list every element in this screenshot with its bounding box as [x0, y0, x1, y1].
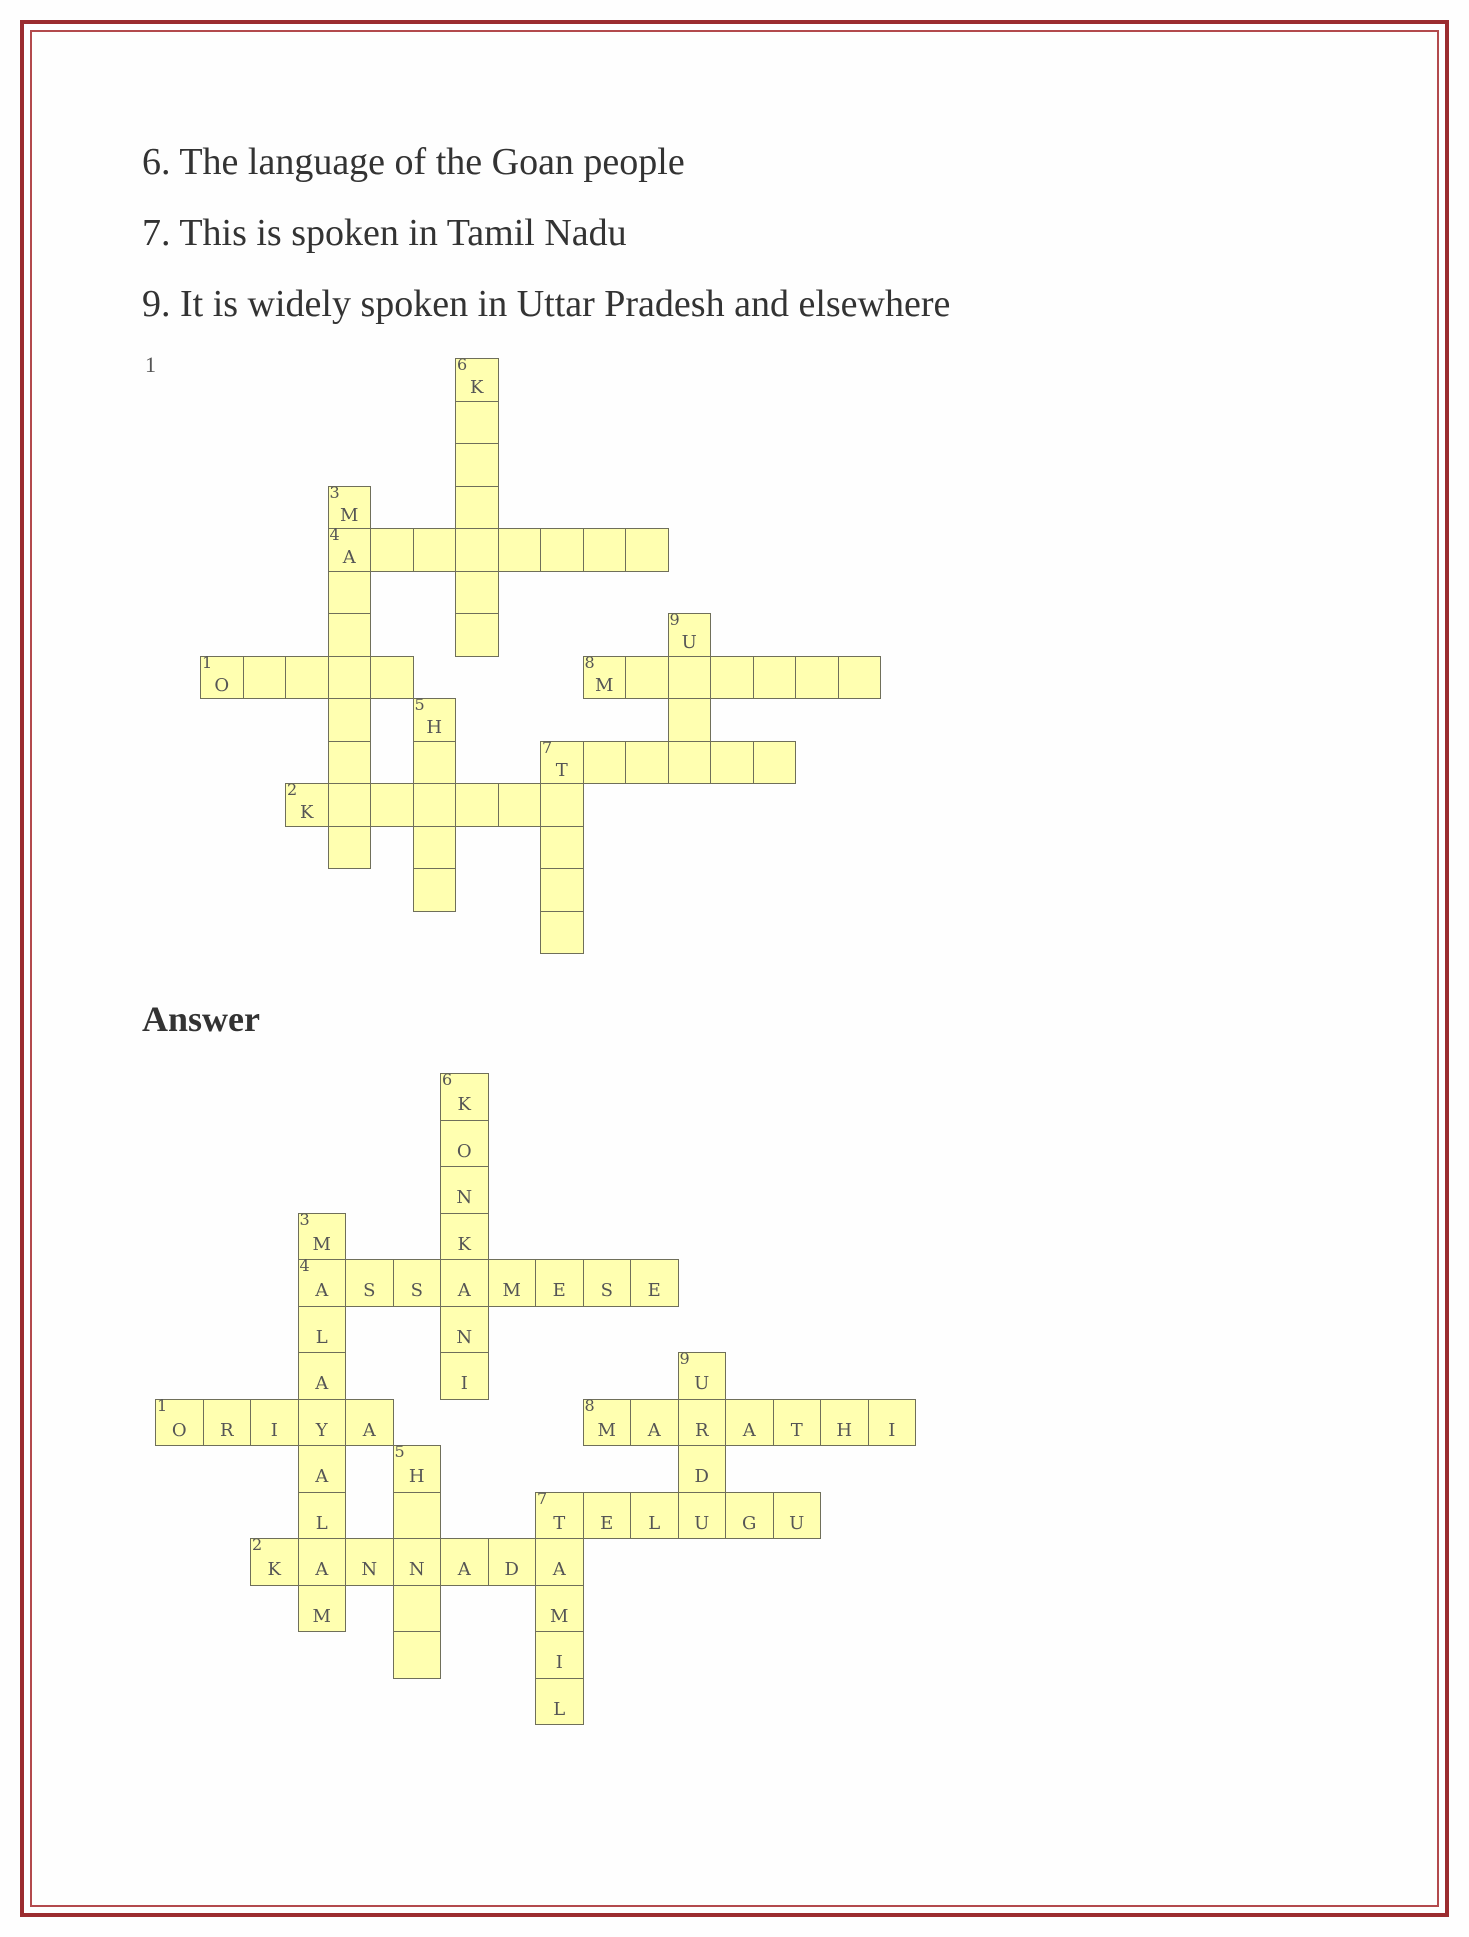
- grid-cell: [583, 528, 627, 572]
- grid-cell: [455, 486, 499, 530]
- clue-number: 5: [414, 695, 425, 714]
- grid-cell: [413, 528, 457, 572]
- cell-letter: Y: [315, 1419, 328, 1441]
- clue-number: 6: [442, 1070, 453, 1089]
- grid-cell: [298, 1492, 347, 1540]
- grid-cell: [753, 741, 797, 785]
- grid-cell: [413, 741, 457, 785]
- grid-cell: [250, 1535, 299, 1586]
- grid-cell: [668, 656, 712, 700]
- cell-letter: S: [600, 1280, 613, 1301]
- clue-number: 9: [669, 610, 680, 629]
- cell-letter: O: [214, 674, 230, 696]
- cell-letter: A: [315, 1466, 329, 1487]
- cell-letter: R: [219, 1419, 234, 1441]
- cell-letter: A: [742, 1419, 756, 1441]
- grid-cell: [345, 1538, 394, 1586]
- grid-cell: [440, 1070, 489, 1121]
- clue-6: 6. The language of the Goan people: [142, 141, 685, 183]
- cell-letter: U: [694, 1512, 710, 1534]
- grid-cell: [625, 741, 669, 785]
- cell-letter: A: [362, 1419, 376, 1441]
- clue-number: 6: [457, 355, 468, 374]
- clue-number: 3: [329, 482, 340, 502]
- cell-letter: A: [315, 1280, 329, 1301]
- grid-cell: [540, 911, 584, 955]
- grid-cell: [345, 1259, 394, 1307]
- grid-cell: [535, 1488, 584, 1540]
- grid-cell: [630, 1492, 679, 1540]
- cell-letter: M: [550, 1605, 569, 1627]
- grid-cell: [498, 528, 542, 572]
- cell-letter: H: [408, 1466, 425, 1487]
- clue-number: 8: [584, 652, 595, 672]
- grid-cell: [328, 482, 372, 530]
- grid-cell: [678, 1492, 727, 1540]
- answer-heading: Answer: [142, 999, 260, 1039]
- grid-cell: [200, 652, 244, 700]
- cell-letter: M: [340, 504, 359, 526]
- grid-cell: [328, 571, 372, 615]
- cell-letter: T: [555, 759, 568, 781]
- grid-cell: [668, 698, 712, 742]
- grid-cell: [535, 1631, 584, 1679]
- grid-cell: [155, 1395, 204, 1447]
- grid-cell: [328, 613, 372, 657]
- grid-cell: [753, 656, 797, 700]
- clue-number: 4: [329, 525, 340, 544]
- grid-cell: [413, 826, 457, 870]
- grid-cell: [285, 656, 329, 700]
- cell-letter: O: [171, 1419, 187, 1441]
- grid-cell: [710, 656, 754, 700]
- clue-number: 4: [299, 1256, 310, 1275]
- cell-letter: K: [300, 802, 314, 823]
- grid-cell: [868, 1399, 917, 1447]
- grid-cell: [393, 1538, 442, 1586]
- grid-cell: [328, 783, 372, 827]
- grid-cell: [820, 1399, 869, 1447]
- clue-7: 7. This is spoken in Tamil Nadu: [142, 212, 627, 254]
- cell-letter: L: [315, 1326, 328, 1348]
- clue-number: 3: [299, 1209, 310, 1229]
- grid-cell: [455, 571, 499, 615]
- cell-letter: D: [694, 1466, 709, 1487]
- grid-cell: [838, 656, 882, 700]
- grid-cell: [498, 783, 542, 827]
- grid-cell: [540, 826, 584, 870]
- grid-cell: [393, 1492, 442, 1540]
- clue-number: 2: [252, 1535, 263, 1554]
- grid-cell: [583, 1395, 632, 1447]
- grid-cell: [370, 656, 414, 700]
- clue-number: 1: [157, 1395, 168, 1415]
- cell-letter: L: [553, 1698, 566, 1720]
- clue-number: 9: [679, 1349, 690, 1368]
- grid-cell: [540, 737, 584, 785]
- grid-cell: [328, 826, 372, 870]
- grid-cell: [535, 1585, 584, 1633]
- cell-letter: D: [504, 1559, 519, 1580]
- cell-letter: S: [410, 1280, 423, 1301]
- grid-cell: [413, 868, 457, 912]
- clue-9: 9. It is widely spoken in Uttar Pradesh and elsewhere: [142, 283, 951, 325]
- cell-letter: A: [647, 1419, 661, 1441]
- grid-cell: [455, 528, 499, 572]
- grid-cell: [630, 1259, 679, 1307]
- cell-letter: T: [553, 1512, 566, 1534]
- clue-number: 2: [287, 780, 298, 799]
- grid-cell: [370, 528, 414, 572]
- grid-cell: [440, 1259, 489, 1307]
- grid-cell: [298, 1538, 347, 1586]
- grid-cell: [298, 1445, 347, 1493]
- cell-letter: L: [648, 1512, 661, 1534]
- cell-letter: M: [312, 1605, 331, 1627]
- clue-number: 7: [542, 737, 553, 757]
- cell-letter: A: [552, 1559, 566, 1580]
- grid-cell: [455, 613, 499, 657]
- grid-cell: [583, 1259, 632, 1307]
- grid-cell: [393, 1442, 442, 1493]
- clue-number: 7: [537, 1488, 548, 1508]
- cell-letter: H: [836, 1419, 853, 1441]
- grid-cell: [285, 780, 329, 827]
- cell-letter: E: [600, 1512, 614, 1534]
- cell-letter: I: [888, 1419, 896, 1441]
- grid-cell: [328, 656, 372, 700]
- cell-letter: G: [742, 1512, 757, 1534]
- cell-letter: K: [267, 1559, 281, 1580]
- grid-cell: [540, 528, 584, 572]
- grid-cell: [298, 1585, 347, 1633]
- grid-cell: [625, 656, 669, 700]
- cell-letter: I: [555, 1652, 563, 1673]
- grid-cell: [393, 1585, 442, 1633]
- grid-cell: [455, 783, 499, 827]
- grid-cell: [540, 783, 584, 827]
- grid-cell: [393, 1631, 442, 1679]
- cell-letter: T: [790, 1419, 803, 1441]
- grid-cell: [795, 656, 839, 700]
- cell-letter: S: [363, 1280, 376, 1301]
- grid-cell: [345, 1399, 394, 1447]
- cell-letter: U: [694, 1373, 710, 1394]
- cell-letter: M: [502, 1280, 521, 1301]
- cell-letter: N: [361, 1559, 378, 1580]
- cell-letter: A: [457, 1280, 471, 1301]
- cell-letter: O: [456, 1140, 472, 1162]
- grid-cell: [440, 1120, 489, 1168]
- grid-cell: [535, 1259, 584, 1307]
- grid-cell: [488, 1538, 537, 1586]
- cell-letter: L: [315, 1512, 328, 1534]
- grid-cell: [328, 698, 372, 742]
- cell-letter: A: [315, 1559, 329, 1580]
- clue-number: 1: [202, 652, 213, 672]
- cell-letter: U: [789, 1512, 805, 1534]
- grid-cell: [298, 1399, 347, 1447]
- grid-cell: [328, 525, 372, 572]
- cell-letter: M: [597, 1419, 616, 1441]
- grid-cell: [440, 1306, 489, 1354]
- grid-cell: [540, 868, 584, 912]
- grid-cell: [298, 1306, 347, 1354]
- grid-cell: [583, 741, 627, 785]
- cell-letter: A: [315, 1373, 329, 1394]
- grid-cell: [440, 1213, 489, 1261]
- cell-letter: U: [681, 632, 697, 653]
- grid-cell: [535, 1678, 584, 1726]
- grid-cell: [725, 1492, 774, 1540]
- clue-number: 8: [584, 1395, 595, 1415]
- grid-cell: [393, 1259, 442, 1307]
- grid-cell: [440, 1538, 489, 1586]
- grid-cell: [488, 1259, 537, 1307]
- cell-letter: I: [270, 1419, 278, 1441]
- grid-cell: [370, 783, 414, 827]
- grid-cell: [583, 652, 627, 700]
- cell-letter: N: [456, 1326, 473, 1348]
- grid-cell: [668, 741, 712, 785]
- cell-letter: K: [470, 377, 484, 398]
- grid-cell: [710, 741, 754, 785]
- grid-cell: [678, 1399, 727, 1447]
- cell-letter: R: [694, 1419, 709, 1441]
- cell-letter: A: [342, 547, 356, 568]
- cell-letter: E: [552, 1280, 566, 1301]
- cell-letter: M: [595, 674, 614, 696]
- grid-cell: [535, 1538, 584, 1586]
- grid-cell: [455, 443, 499, 487]
- grid-cell: [203, 1399, 252, 1447]
- clue-number: 5: [394, 1442, 405, 1461]
- grid-cell: [678, 1349, 727, 1400]
- cell-letter: I: [460, 1373, 468, 1394]
- stray-mark: 1: [145, 352, 156, 377]
- grid-cell: [440, 1352, 489, 1400]
- cell-letter: A: [457, 1559, 471, 1580]
- grid-cell: [413, 783, 457, 827]
- cell-letter: M: [312, 1233, 331, 1255]
- grid-cell: [455, 355, 499, 402]
- grid-cell: [455, 401, 499, 445]
- cell-letter: E: [647, 1280, 661, 1301]
- grid-cell: [773, 1399, 822, 1447]
- grid-cell: [298, 1209, 347, 1261]
- cell-letter: K: [457, 1094, 471, 1115]
- grid-cell: [773, 1492, 822, 1540]
- grid-cell: [298, 1256, 347, 1307]
- grid-cell: [243, 656, 287, 700]
- grid-cell: [625, 528, 669, 572]
- cell-letter: N: [408, 1559, 425, 1580]
- grid-cell: [725, 1399, 774, 1447]
- grid-cell: [440, 1166, 489, 1214]
- grid-cell: [328, 741, 372, 785]
- grid-cell: [413, 695, 457, 742]
- grid-cell: [678, 1445, 727, 1493]
- grid-cell: [250, 1399, 299, 1447]
- cell-letter: N: [456, 1187, 473, 1208]
- grid-cell: [668, 610, 712, 657]
- grid-cell: [298, 1352, 347, 1400]
- grid-cell: [583, 1492, 632, 1540]
- cell-letter: K: [457, 1233, 471, 1255]
- grid-cell: [630, 1399, 679, 1447]
- cell-letter: H: [426, 717, 443, 738]
